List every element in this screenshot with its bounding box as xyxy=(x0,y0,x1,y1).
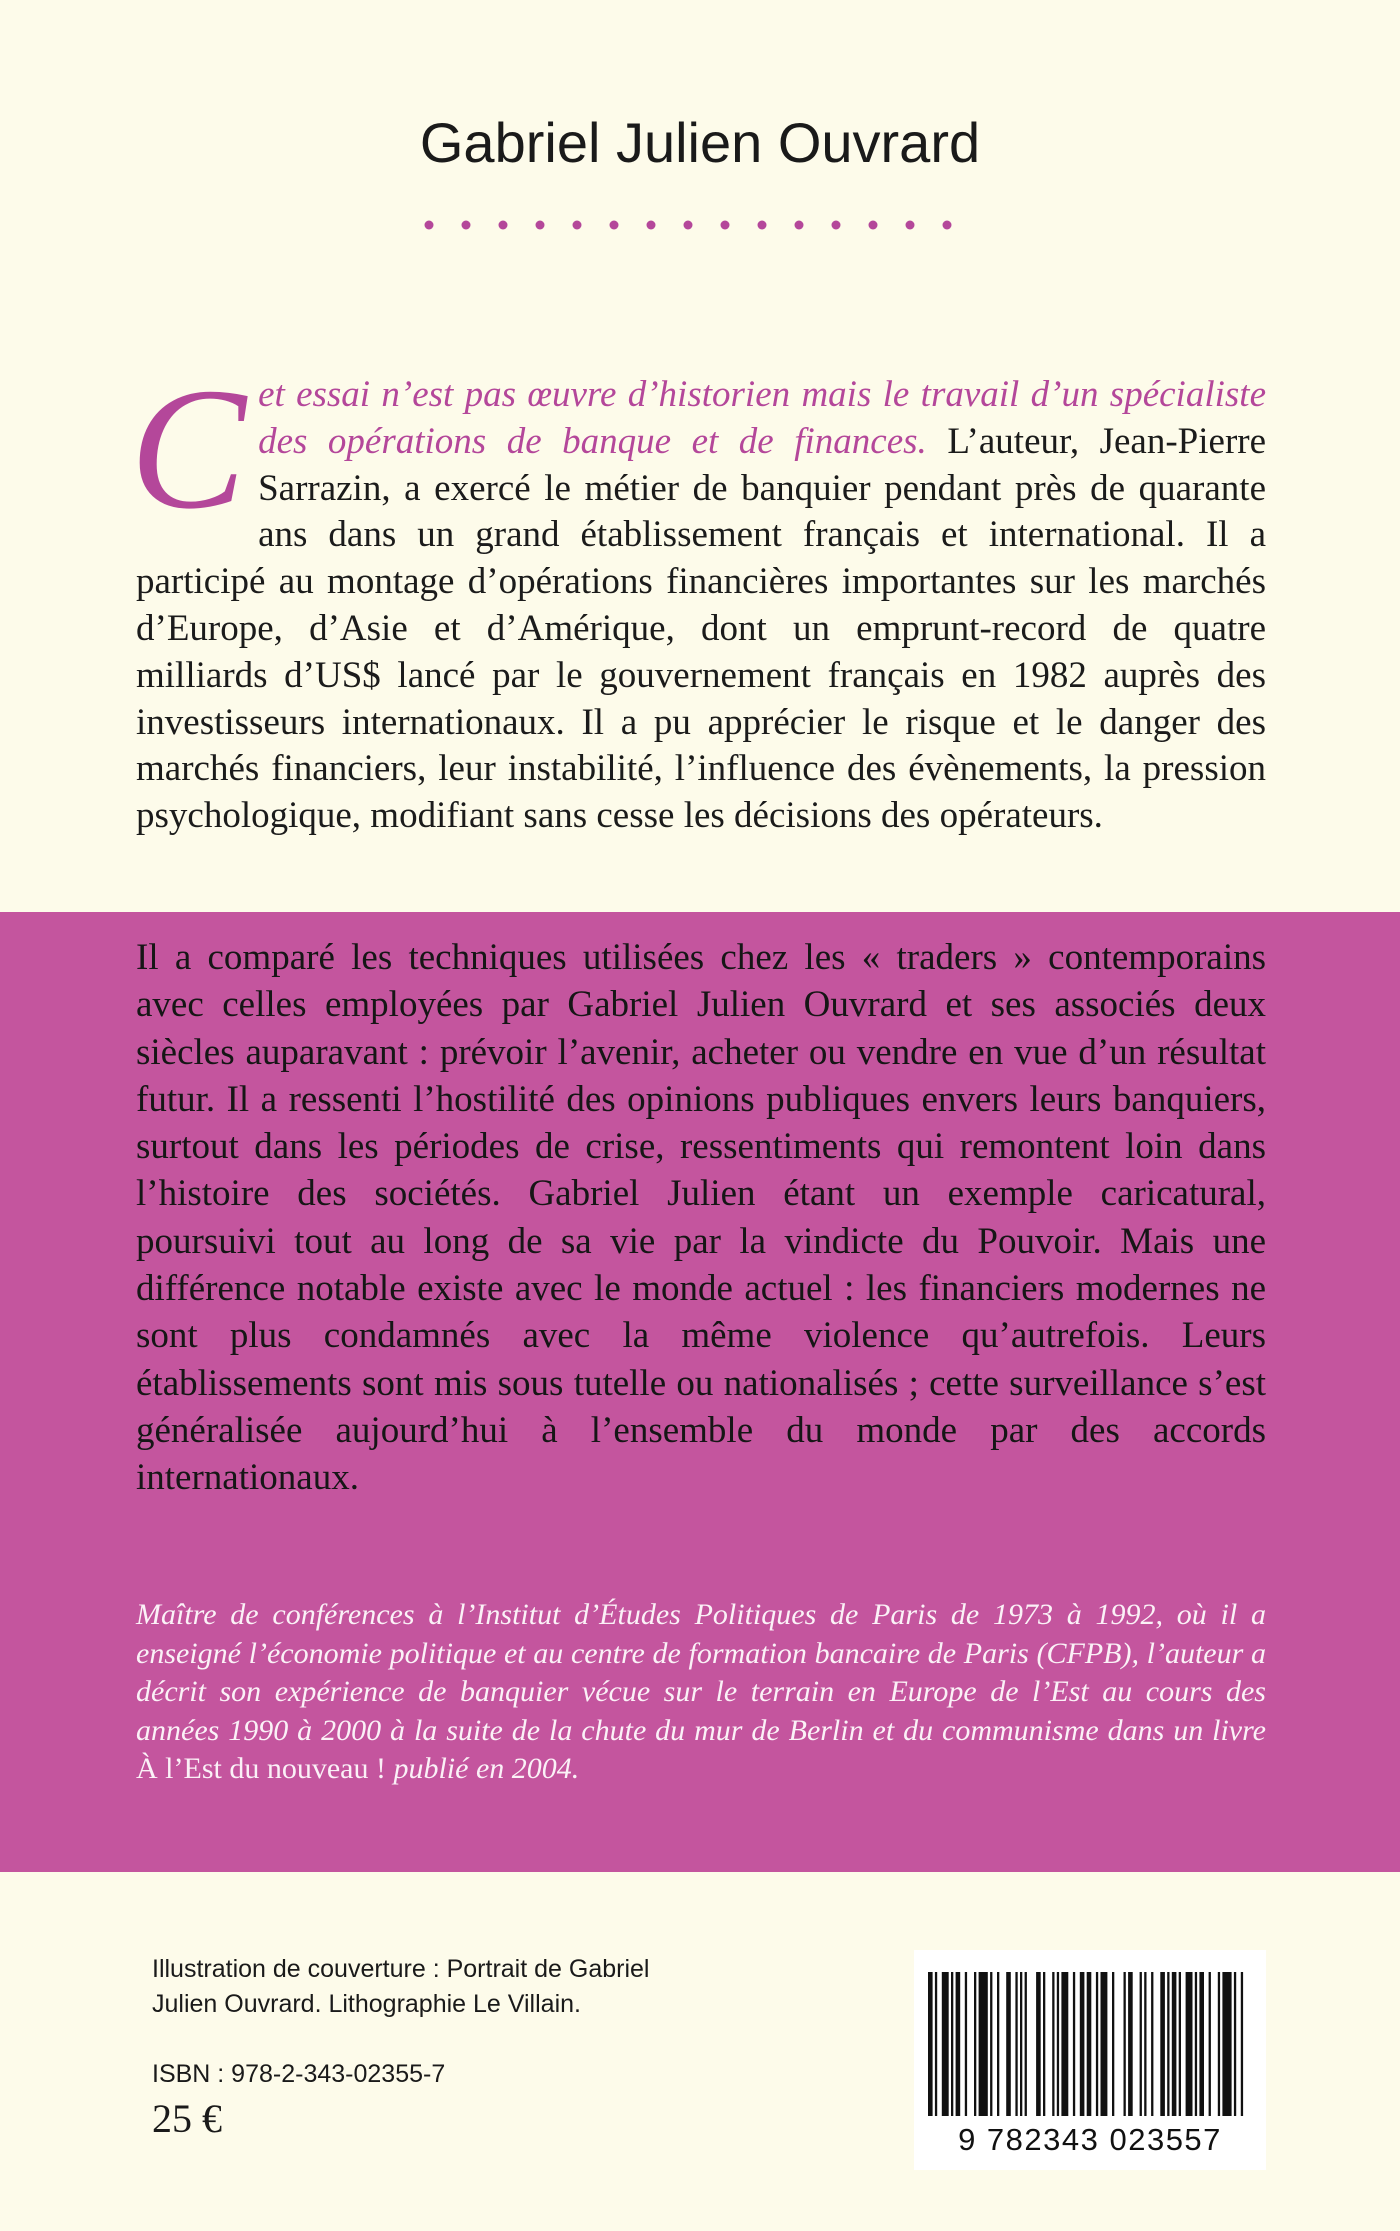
bio-text-before: Maître de conférences à l’Institut d’Études Politiques de Paris de 1973 à 1992, où il a enseigné l’économie politique et au centre de formation bancaire de Paris (CFPB), l’auteur a décrit son expérience de banquier vécue sur le terrain en Europe de l’Est au cours des années 1990 à 2000 à la suite de la chute du mur de Berlin et du communisme dans un livre xyxy=(136,1598,1266,1747)
barcode-bar xyxy=(1234,1972,1236,2116)
barcode-bar xyxy=(1199,1972,1204,2116)
barcode-bar xyxy=(1209,1972,1211,2116)
barcode-bar xyxy=(1101,1972,1108,2116)
comparison-paragraph: Il a comparé les techniques utilisées chez les « traders » contemporains avec celles employées par Gabriel Julien Ouvrard et ses associés deux siècles auparavant : prévoir l’avenir, acheter ou vendre en vue d’un résultat futur. Il a ressenti l’hostilité des opinions publiques envers leurs banquiers, surtout dans les périodes de crise, ressentiments qui remontent loin dans l’histoire des sociétés. Gabriel Julien étant un exemple caricatural, poursuivi tout au long de sa vie par la vindicte du Pouvoir. Mais une différence notable existe avec le monde actuel : les financiers modernes ne sont plus condamnés avec la même violence qu’autrefois. Leurs établissements sont mis sous tutelle ou nationalisés ; cette surveillance s’est généralisée aujourd’hui à l’ensemble du monde par des accords internationaux. xyxy=(136,937,1266,1499)
barcode-bar xyxy=(1025,1972,1027,2116)
author-bio xyxy=(136,1596,1266,1789)
barcode-bar xyxy=(1061,1972,1068,2116)
barcode-bar xyxy=(1140,1972,1142,2116)
barcode-bar xyxy=(956,1972,961,2116)
barcode-bar xyxy=(1222,1972,1231,2116)
bio-book-title: À l’Est du nouveau ! xyxy=(136,1752,386,1785)
barcode-bar xyxy=(1218,1972,1220,2116)
barcode-bar xyxy=(1006,1972,1011,2116)
credit-line-2: Julien Ouvrard. Lithographie Le Villain. xyxy=(152,1990,581,2018)
barcode-bar xyxy=(1241,1972,1243,2116)
barcode-bar xyxy=(1112,1972,1114,2116)
barcode-bar xyxy=(1160,1972,1165,2116)
barcode-bar xyxy=(1087,1972,1092,2116)
decorative-dot-row xyxy=(422,218,982,232)
isbn: ISBN : 978-2-343-02355-7 xyxy=(152,2060,446,2088)
barcode-bar xyxy=(1036,1972,1041,2116)
intro-paragraph xyxy=(130,352,1267,840)
barcode-bar xyxy=(1057,1972,1059,2116)
barcode-bar xyxy=(1195,1972,1197,2116)
barcode-bar xyxy=(1043,1972,1045,2116)
barcode-bar xyxy=(965,1972,967,2116)
barcode-bars xyxy=(914,1950,1266,2122)
barcode-bar xyxy=(1015,1972,1017,2116)
intro-body: L’auteur, Jean-Pierre Sarrazin, a exercé le métier de banquier pendant près de quarante ans dans un grand établissement français et international. Il a participé au montage d’opérations financières importantes sur les marchés d’Europe, d’Asie et d’Amérique, dont un emprunt-record de quatre milliards d’US$ lancé par le gouvernement français en 1982 auprès des investisseurs internationaux. Il a pu apprécier le risque et le danger des marchés financiers, leur instabilité, l’influence des évènements, la pression psychologique, modifiant sans cesse les décisions des opérateurs. xyxy=(136,420,1267,837)
barcode-bar xyxy=(1167,1972,1169,2116)
author-title: Gabriel Julien Ouvrard xyxy=(419,111,981,174)
barcode-bar xyxy=(1151,1972,1153,2116)
bio-text-after: publié en 2004. xyxy=(385,1752,580,1785)
barcode-bar xyxy=(1096,1972,1098,2116)
barcode-bar xyxy=(1179,1972,1181,2116)
barcode-bar xyxy=(1186,1972,1193,2116)
barcode-bar xyxy=(990,1972,992,2116)
barcode-bar xyxy=(1124,1972,1126,2116)
barcode-bar xyxy=(979,1972,988,2116)
intro-lead-italic: et essai n’est pas œuvre d’historien mais le travail d’un spécialiste des opérations de banque et de finances. xyxy=(258,374,1266,462)
barcode-digits: 9 782343 023557 xyxy=(958,2122,1222,2157)
price: 25 € xyxy=(152,2096,222,2141)
barcode-bar xyxy=(951,1972,953,2116)
barcode-bar xyxy=(1052,1972,1054,2116)
barcode-bar xyxy=(1073,1972,1075,2116)
cover-illustration-credit xyxy=(152,1952,752,2022)
barcode-bar xyxy=(942,1972,949,2116)
barcode-bar xyxy=(1128,1972,1133,2116)
barcode xyxy=(914,1950,1266,2170)
barcode-bar xyxy=(1172,1972,1177,2116)
barcode-bar xyxy=(974,1972,976,2116)
barcode-bar xyxy=(928,1972,933,2116)
barcode-bar xyxy=(935,1972,937,2116)
pink-band xyxy=(0,912,1400,1872)
barcode-bar xyxy=(1080,1972,1085,2116)
barcode-bar xyxy=(997,1972,999,2116)
credit-line-1: Illustration de couverture : Portrait de Gabriel xyxy=(152,1955,650,1983)
barcode-bar xyxy=(1144,1972,1146,2116)
barcode-bar xyxy=(1020,1972,1022,2116)
drop-cap: C xyxy=(130,352,247,545)
